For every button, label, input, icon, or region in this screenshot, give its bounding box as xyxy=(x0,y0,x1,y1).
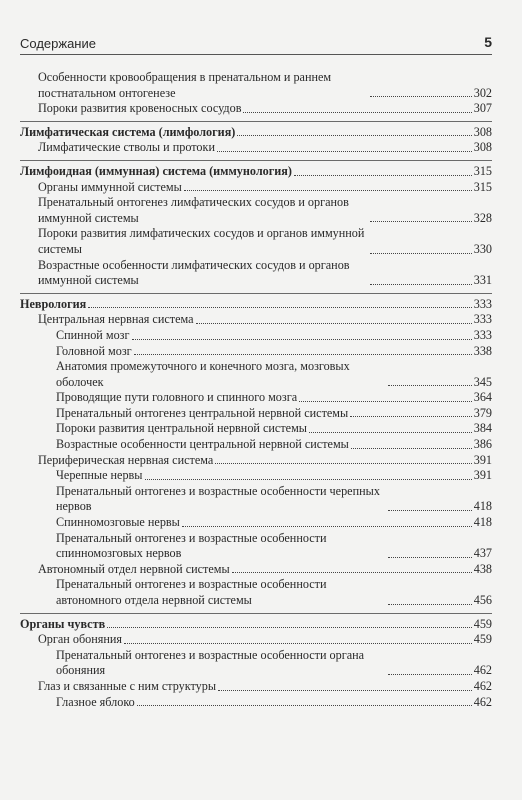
toc-entry-title: Лимфатические стволы и протоки xyxy=(38,140,215,155)
dot-leader xyxy=(132,338,472,340)
page-header xyxy=(20,34,492,55)
toc-entry-page: 391 xyxy=(473,452,492,467)
toc-entry-page: 437 xyxy=(473,546,492,561)
section-divider xyxy=(20,293,492,294)
toc-entry-title: Возрастные особенности центральной нервной системы xyxy=(56,437,349,452)
toc-section[interactable] xyxy=(20,297,492,313)
toc-entry-title: Пренатальный онтогенез и возрастные особенности органа обоняния xyxy=(56,647,365,678)
toc-entry-title: Неврология xyxy=(20,296,87,311)
toc-entry[interactable] xyxy=(20,484,492,515)
page-number: 5 xyxy=(484,34,492,50)
toc-entry-page: 462 xyxy=(473,678,492,693)
toc-entry[interactable] xyxy=(20,562,492,578)
toc-entry-title: Органы иммунной системы xyxy=(38,179,182,194)
toc-entry-page: 345 xyxy=(473,374,492,389)
dot-leader xyxy=(370,252,472,254)
dot-leader xyxy=(351,447,472,449)
dot-leader xyxy=(217,150,472,152)
dot-leader xyxy=(182,525,472,527)
toc-entry-page: 333 xyxy=(473,327,492,342)
toc-entry[interactable] xyxy=(20,515,492,531)
toc-entry-page: 391 xyxy=(473,468,492,483)
dot-leader xyxy=(88,306,471,308)
toc-entry[interactable] xyxy=(20,531,492,562)
toc-entry[interactable] xyxy=(20,632,492,648)
dot-leader xyxy=(196,322,472,324)
dot-leader xyxy=(388,673,472,675)
toc-entry-page: 438 xyxy=(473,561,492,576)
toc-entry-page: 302 xyxy=(473,85,492,100)
dot-leader xyxy=(237,134,471,136)
toc-entry[interactable] xyxy=(20,312,492,328)
dot-leader xyxy=(243,111,471,113)
section-divider xyxy=(20,121,492,122)
toc-entry-page: 364 xyxy=(473,390,492,405)
toc-entry-page: 331 xyxy=(473,273,492,288)
toc-entry-page: 308 xyxy=(473,140,492,155)
toc-entry[interactable] xyxy=(20,468,492,484)
toc-entry-page: 418 xyxy=(473,499,492,514)
toc-entry[interactable] xyxy=(20,577,492,608)
toc-entry-page: 459 xyxy=(473,632,492,647)
toc-entry[interactable] xyxy=(20,195,492,226)
section-title: Содержание xyxy=(20,36,96,51)
toc-entry-page: 456 xyxy=(473,593,492,607)
toc-entry-page: 379 xyxy=(473,405,492,420)
toc-entry-title: Пороки развития кровеносных сосудов xyxy=(38,101,242,116)
toc-entry-title: Пренатальный онтогенез и возрастные особенности черепных нервов xyxy=(56,483,380,514)
toc-entry[interactable] xyxy=(20,140,492,156)
toc-entry-page: 333 xyxy=(473,312,492,327)
toc-entry-page: 462 xyxy=(473,694,492,709)
section-divider xyxy=(20,160,492,161)
toc-entry-page: 308 xyxy=(473,124,492,139)
dot-leader xyxy=(218,689,472,691)
toc-entry[interactable] xyxy=(20,406,492,422)
toc-section[interactable] xyxy=(20,125,492,141)
toc-entry-title: Глаз и связанные с ним структуры xyxy=(38,678,217,693)
toc-entry-title: Автономный отдел нервной системы xyxy=(38,561,230,576)
toc-entry-title: Орган обоняния xyxy=(38,632,123,647)
toc-entry-title: Пренатальный онтогенез и возрастные особенности автономного отдела нервной системы xyxy=(56,577,327,607)
toc-entry-page: 330 xyxy=(473,241,492,256)
dot-leader xyxy=(134,353,472,355)
toc-entry[interactable] xyxy=(20,180,492,196)
toc-entry-title: Особенности кровообращения в пренатальном и раннем постнатальном онтогенезе xyxy=(38,70,332,100)
toc-entry-title: Возрастные особенности лимфатических сосудов и органов иммунной системы xyxy=(38,257,350,288)
toc-entry-title: Спинной мозг xyxy=(56,327,130,342)
toc-entry[interactable] xyxy=(20,453,492,469)
section-divider xyxy=(20,613,492,614)
toc-entry-title: Пороки развития лимфатических сосудов и органов иммунной системы xyxy=(38,226,365,256)
dot-leader xyxy=(388,509,472,511)
toc-entry-page: 384 xyxy=(473,421,492,436)
dot-leader xyxy=(309,431,472,433)
toc-section[interactable] xyxy=(20,164,492,180)
toc-entry[interactable] xyxy=(20,421,492,437)
dot-leader xyxy=(294,174,472,176)
dot-leader xyxy=(215,462,471,464)
toc-entry-title: Периферическая нервная система xyxy=(38,452,214,467)
dot-leader xyxy=(388,384,472,386)
toc-entry-title: Центральная нервная система xyxy=(38,312,194,327)
toc-entry-title: Анатомия промежуточного и конечного мозга, мозговых оболочек xyxy=(56,359,350,389)
dot-leader xyxy=(107,626,472,628)
toc-entry-title: Пренатальный онтогенез и возрастные особенности спинномозговых нервов xyxy=(56,530,327,561)
toc-entry-page: 418 xyxy=(473,515,492,530)
toc-entry-page: 307 xyxy=(473,101,492,116)
dot-leader xyxy=(145,478,472,480)
toc-entry-title: Пренатальный онтогенез лимфатических сосудов и органов иммунной системы xyxy=(38,195,349,225)
toc-entry-page: 315 xyxy=(473,163,492,178)
toc-entry-title: Лимфатическая система (лимфология) xyxy=(20,124,236,139)
dot-leader xyxy=(232,571,472,573)
dot-leader xyxy=(137,704,472,706)
toc-entry-page: 338 xyxy=(473,343,492,358)
toc-entry[interactable] xyxy=(20,437,492,453)
dot-leader xyxy=(388,603,472,605)
toc-entry[interactable] xyxy=(20,695,492,711)
dot-leader xyxy=(350,415,472,417)
toc-entry-title: Головной мозг xyxy=(56,343,132,358)
toc-entry[interactable] xyxy=(20,390,492,406)
toc-entry-page: 459 xyxy=(473,616,492,631)
toc-entry-title: Проводящие пути головного и спинного мозга xyxy=(56,390,298,405)
toc-entry-title: Черепные нервы xyxy=(56,468,143,483)
table-of-contents xyxy=(20,70,492,710)
dot-leader xyxy=(388,556,472,558)
toc-entry-page: 328 xyxy=(473,210,492,225)
toc-entry-page: 462 xyxy=(473,663,492,678)
toc-entry-page: 315 xyxy=(473,179,492,194)
toc-entry[interactable] xyxy=(20,70,492,101)
dot-leader xyxy=(124,642,472,644)
toc-entry[interactable] xyxy=(20,258,492,289)
toc-entry[interactable] xyxy=(20,226,492,257)
toc-entry[interactable] xyxy=(20,328,492,344)
toc-entry[interactable] xyxy=(20,648,492,679)
dot-leader xyxy=(184,189,472,191)
toc-entry-page: 333 xyxy=(473,296,492,311)
toc-entry-page: 386 xyxy=(473,437,492,452)
toc-entry[interactable] xyxy=(20,344,492,360)
dot-leader xyxy=(370,283,472,285)
dot-leader xyxy=(370,220,472,222)
toc-entry-title: Пренатальный онтогенез центральной нервной системы xyxy=(56,405,349,420)
toc-entry-title: Лимфоидная (иммунная) система (иммунология) xyxy=(20,163,292,178)
dot-leader xyxy=(299,400,472,402)
toc-entry[interactable] xyxy=(20,679,492,695)
toc-section[interactable] xyxy=(20,617,492,633)
toc-entry-title: Спинномозговые нервы xyxy=(56,515,180,530)
toc-entry-title: Пороки развития центральной нервной системы xyxy=(56,421,307,436)
dot-leader xyxy=(370,95,472,97)
toc-entry[interactable] xyxy=(20,101,492,117)
toc-entry[interactable] xyxy=(20,359,492,390)
toc-entry-title: Глазное яблоко xyxy=(56,694,135,709)
toc-entry-title: Органы чувств xyxy=(20,616,106,631)
